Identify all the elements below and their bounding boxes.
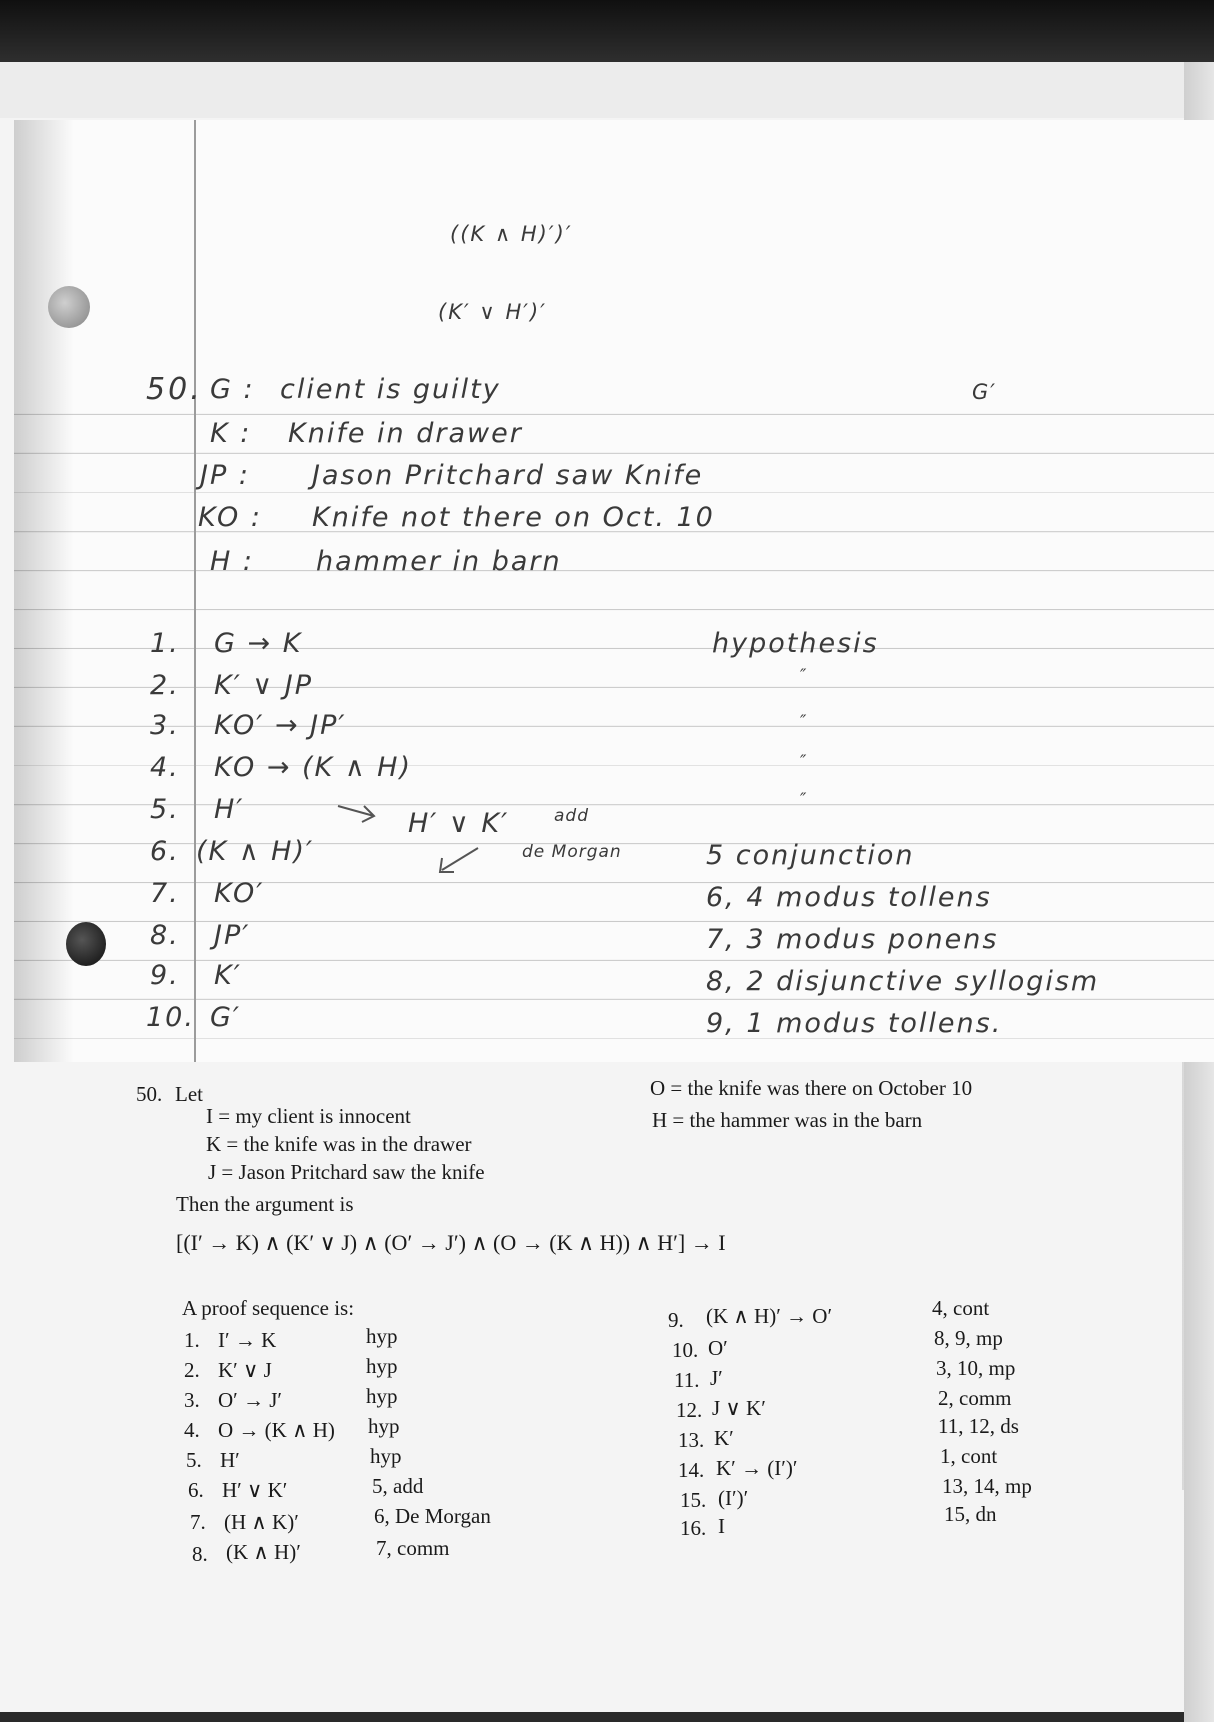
hw-step-number: 6. (150, 836, 180, 867)
proof-step-number: 1. (184, 1328, 200, 1352)
def-text: Knife in drawer (288, 418, 523, 449)
proof-step-reason: hyp (368, 1414, 400, 1438)
corner-note: G′ (972, 380, 998, 404)
handwritten-problem-number: 50. (146, 372, 203, 407)
proof-step-number: 7. (190, 1510, 206, 1534)
proof-step-number: 9. (668, 1308, 684, 1332)
def-symbol: KO : (198, 502, 262, 533)
proof-step-expr: (I′)′ (718, 1486, 749, 1510)
definition-left: J = Jason Pritchard saw the knife (208, 1160, 485, 1184)
proof-step-expr: (K ∧ H)′ (226, 1540, 301, 1564)
hw-step-expr: JP′ (214, 920, 251, 951)
hw-step-number: 1. (150, 628, 180, 659)
def-text: hammer in barn (316, 546, 562, 577)
hw-step-reason: 7, 3 modus ponens (706, 924, 999, 955)
scratch-line-1: ((K ∧ H)′)′ (450, 222, 573, 246)
def-text: Jason Pritchard saw Knife (312, 460, 704, 491)
proof-step-expr: O′ (708, 1336, 728, 1360)
proof-step-expr: J′ (710, 1366, 723, 1390)
hw-step-number: 8. (150, 920, 180, 951)
hw-step-reason: hypothesis (712, 628, 879, 659)
hw-step-expr: KO → (K ∧ H) (214, 752, 413, 783)
proof-step-number: 10. (672, 1338, 699, 1362)
proof-step-number: 12. (676, 1398, 703, 1422)
hw-step-expr: KO′ → JP′ (214, 710, 347, 741)
proof-step-reason: hyp (370, 1444, 402, 1468)
hw-step-reason: ″ (800, 752, 808, 772)
def-symbol: H : (210, 546, 254, 577)
hw-step-number: 3. (150, 710, 180, 741)
proof-step-expr: K′ → (I′)′ (716, 1456, 798, 1480)
proof-step-number: 3. (184, 1388, 200, 1412)
proof-step-number: 6. (188, 1478, 204, 1502)
proof-step-expr: (K ∧ H)′ → O′ (706, 1304, 833, 1328)
proof-step-expr: K′ (714, 1426, 734, 1450)
proof-step-reason: 8, 9, mp (934, 1326, 1003, 1350)
paper-top-edge (0, 62, 1184, 118)
proof-step-reason: 5, add (372, 1474, 424, 1498)
def-text: client is guilty (280, 374, 501, 405)
proof-step-reason: 7, comm (376, 1536, 450, 1560)
proof-step-expr: I′ → K (218, 1328, 277, 1352)
hw-step-reason: 5 conjunction (706, 840, 915, 871)
proof-step-reason: 13, 14, mp (942, 1474, 1032, 1498)
side-note-add: add (554, 806, 589, 826)
proof-step-reason: 15, dn (944, 1502, 997, 1526)
hw-step-expr: K′ (214, 960, 242, 991)
hw-step-number: 4. (150, 752, 180, 783)
hw-step-reason: ″ (800, 790, 808, 810)
proof-step-expr: J ∨ K′ (712, 1396, 766, 1420)
def-symbol: K : (210, 418, 252, 449)
hw-step-expr: G → K (214, 628, 303, 659)
side-note-expr: H′ ∨ K′ (408, 808, 510, 839)
printed-problem-number: 50. (136, 1082, 163, 1106)
proof-step-reason: 6, De Morgan (374, 1504, 491, 1528)
definition-left: I = my client is innocent (206, 1104, 411, 1128)
hw-step-number: 5. (150, 794, 180, 825)
binder-hole (66, 922, 106, 966)
proof-step-number: 16. (680, 1516, 707, 1540)
notebook-sheet (14, 120, 1214, 1062)
proof-step-reason: 1, cont (940, 1444, 998, 1468)
proof-step-number: 8. (192, 1542, 208, 1566)
proof-step-expr: H′ ∨ K′ (222, 1478, 288, 1502)
hw-step-number: 7. (150, 878, 180, 909)
proof-step-reason: 11, 12, ds (938, 1414, 1019, 1438)
proof-step-expr: K′ ∨ J (218, 1358, 272, 1382)
hw-step-reason: 6, 4 modus tollens (706, 882, 992, 913)
proof-step-expr: (H ∧ K)′ (224, 1510, 299, 1534)
hw-step-expr: KO′ (214, 878, 265, 909)
proof-step-expr: I (718, 1514, 725, 1538)
proof-step-number: 5. (186, 1448, 202, 1472)
hw-step-reason: ″ (800, 666, 808, 686)
hw-step-number: 9. (150, 960, 180, 991)
hw-step-expr: K′ ∨ JP (214, 670, 314, 701)
proof-step-number: 15. (680, 1488, 707, 1512)
def-symbol: G : (210, 374, 255, 405)
definition-right: H = the hammer was in the barn (652, 1108, 923, 1132)
scratch-line-2: (K′ ∨ H′)′ (438, 300, 547, 324)
proof-step-reason: 4, cont (932, 1296, 990, 1320)
hw-step-expr: G′ (210, 1002, 242, 1033)
proof-intro: A proof sequence is: (182, 1296, 355, 1320)
proof-step-number: 14. (678, 1458, 705, 1482)
hw-step-reason: 8, 2 disjunctive syllogism (706, 966, 1100, 997)
proof-step-number: 4. (184, 1418, 200, 1442)
let-word: Let (175, 1082, 203, 1106)
hw-step-expr: (K ∧ H)′ (196, 836, 315, 867)
page-shadow (14, 120, 74, 1062)
then-line: Then the argument is (176, 1192, 354, 1216)
proof-step-reason: 2, comm (938, 1386, 1012, 1410)
definition-right: O = the knife was there on October 10 (650, 1076, 973, 1100)
hw-step-expr: H′ (214, 794, 245, 825)
hw-step-reason: ″ (800, 712, 808, 732)
hw-step-number: 2. (150, 670, 180, 701)
proof-step-reason: hyp (366, 1324, 398, 1348)
hw-step-number: 10. (146, 1002, 195, 1033)
binder-hole (48, 286, 90, 328)
proof-step-expr: O′ → J′ (218, 1388, 283, 1412)
hw-step-reason: 9, 1 modus tollens. (706, 1008, 1003, 1039)
def-text: Knife not there on Oct. 10 (312, 502, 715, 533)
argument-formula: [(I′ → K) ∧ (K′ ∨ J) ∧ (O′ → J′) ∧ (O → (K ∧ H)) ∧ H′] → I (176, 1230, 726, 1255)
arrow-annotation (330, 800, 420, 860)
proof-step-number: 2. (184, 1358, 200, 1382)
arrow-annotation (430, 842, 490, 882)
proof-step-number: 11. (674, 1368, 700, 1392)
proof-step-reason: hyp (366, 1354, 398, 1378)
proof-step-reason: hyp (366, 1384, 398, 1408)
proof-step-expr: H′ (220, 1448, 240, 1472)
def-symbol: JP : (200, 460, 250, 491)
margin-line (194, 120, 196, 1062)
proof-step-number: 13. (678, 1428, 705, 1452)
definition-left: K = the knife was in the drawer (206, 1132, 472, 1156)
side-note-demorgan: de Morgan (522, 842, 622, 862)
proof-step-expr: O → (K ∧ H) (218, 1418, 335, 1442)
proof-step-reason: 3, 10, mp (936, 1356, 1016, 1380)
